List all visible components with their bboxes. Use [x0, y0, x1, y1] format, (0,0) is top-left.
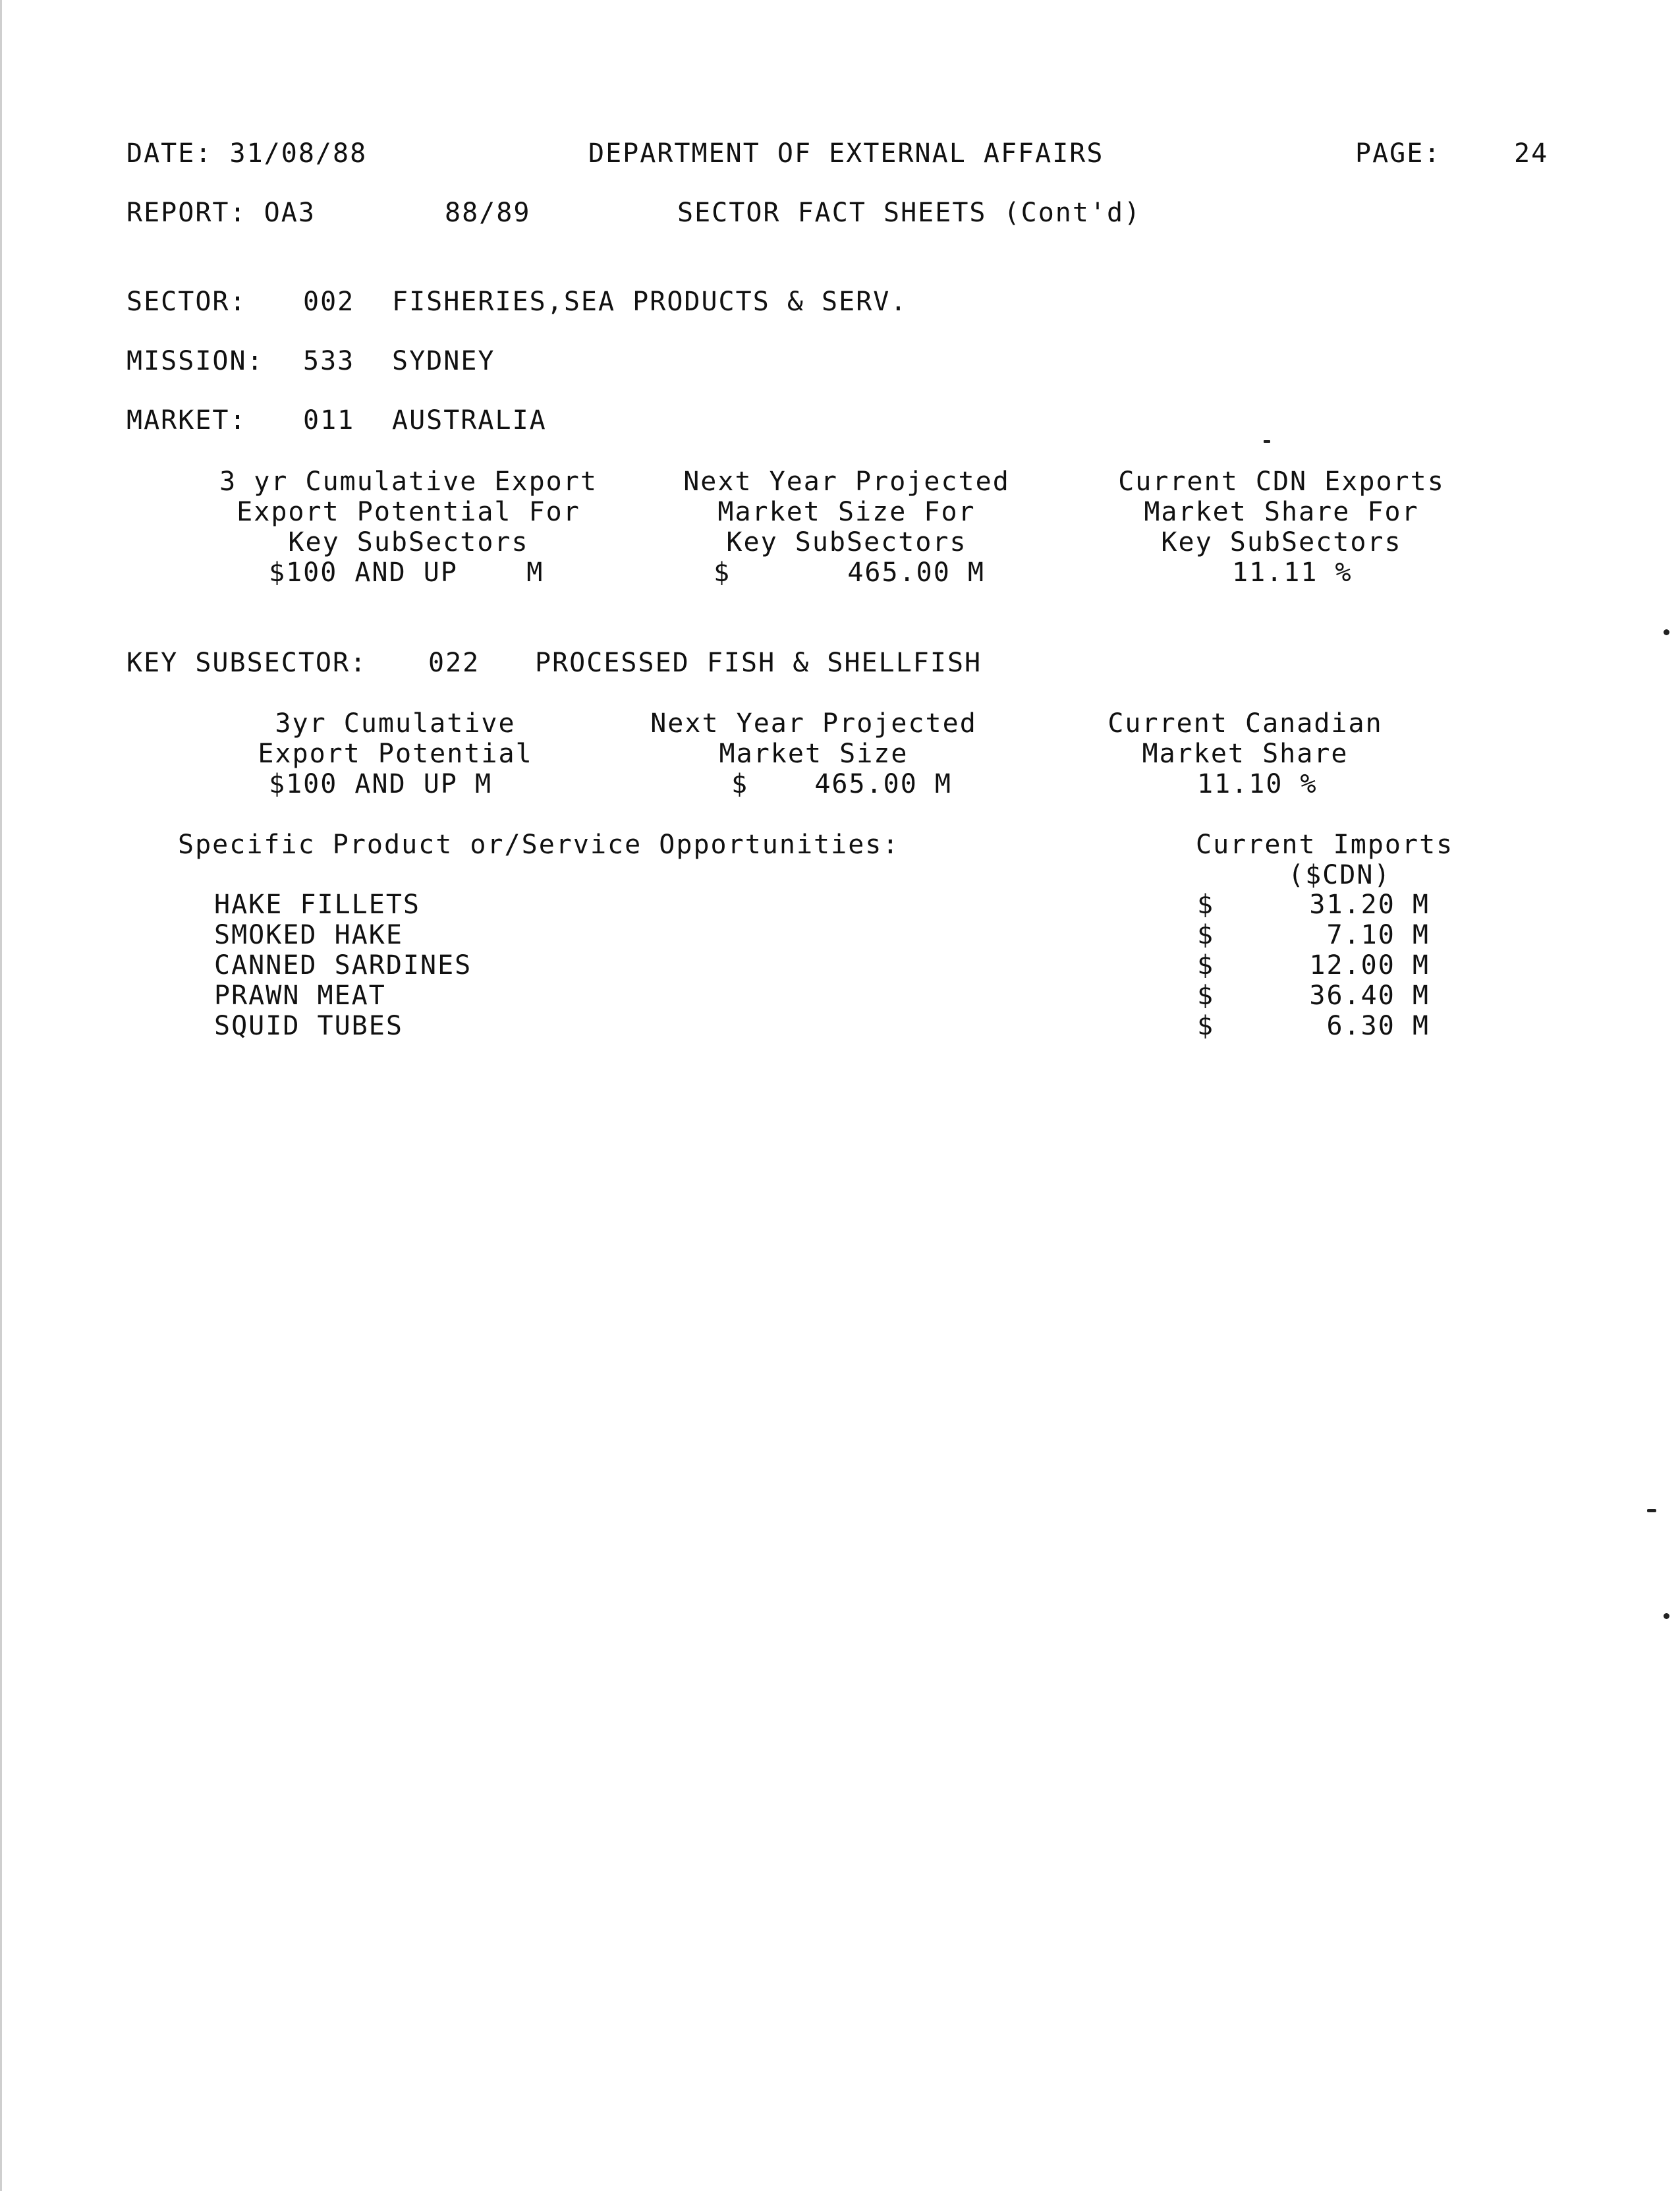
product-name: SMOKED HAKE [214, 920, 403, 950]
summary-col1-line2: Export Potential For [237, 497, 580, 527]
key-subsector-label: KEY SUBSECTOR: [126, 648, 368, 678]
mission-label: MISSION: [126, 346, 264, 376]
scan-speck [1264, 440, 1270, 443]
product-name: CANNED SARDINES [214, 950, 472, 981]
subsector-col2-currency: $ [731, 769, 749, 799]
summary-col1-value: $100 AND UP M [269, 557, 544, 588]
summary-col3-line3: Key SubSectors [1161, 527, 1402, 557]
summary-col2-line1: Next Year Projected [683, 467, 1010, 497]
subsector-col2-line1: Next Year Projected [650, 708, 977, 739]
product-name: PRAWN MEAT [214, 981, 386, 1011]
page-number: 24 [1514, 138, 1549, 169]
subsector-col2-line2: Market Size [719, 739, 909, 769]
scan-speck [1664, 1613, 1669, 1619]
summary-col1-line1: 3 yr Cumulative Export [219, 467, 598, 497]
sector-label: SECTOR: [126, 287, 247, 317]
page-label: PAGE: [1355, 138, 1442, 169]
import-value: 7.10 M [1326, 920, 1430, 950]
import-currency: $ [1197, 890, 1215, 920]
subsector-col2-value: 465.00 M [814, 769, 952, 799]
imports-heading: Current Imports [1196, 830, 1454, 860]
page-edge [0, 0, 2, 2191]
summary-col2-line2: Market Size For [717, 497, 976, 527]
report-title: SECTOR FACT SHEETS (Cont'd) [677, 198, 1142, 228]
import-value: 36.40 M [1309, 981, 1430, 1011]
scan-speck [1647, 1509, 1656, 1512]
subsector-col3-line1: Current Canadian [1107, 708, 1383, 739]
sector-code: 002 [303, 287, 355, 317]
subsector-col3-value: 11.10 % [1197, 769, 1318, 799]
report-year: 88/89 [445, 198, 531, 228]
mission-code: 533 [303, 346, 355, 376]
import-currency: $ [1197, 1011, 1215, 1041]
opportunities-heading: Specific Product or/Service Opportunities: [178, 830, 900, 860]
key-subsector-name: PROCESSED FISH & SHELLFISH [535, 648, 982, 678]
product-name: HAKE FILLETS [214, 890, 420, 920]
summary-col3-line2: Market Share For [1144, 497, 1419, 527]
imports-unit: ($CDN) [1288, 860, 1391, 890]
market-label: MARKET: [126, 405, 247, 436]
department-name: DEPARTMENT OF EXTERNAL AFFAIRS [588, 138, 1104, 169]
import-value: 12.00 M [1309, 950, 1430, 981]
import-value: 31.20 M [1309, 890, 1430, 920]
subsector-col1-line2: Export Potential [258, 739, 533, 769]
market-code: 011 [303, 405, 355, 436]
summary-col2-line3: Key SubSectors [726, 527, 967, 557]
sector-name: FISHERIES,SEA PRODUCTS & SERV. [392, 287, 908, 317]
import-currency: $ [1197, 950, 1215, 981]
subsector-col1-value: $100 AND UP M [269, 769, 493, 799]
summary-col3-value: 11.11 % [1232, 557, 1353, 588]
product-name: SQUID TUBES [214, 1011, 403, 1041]
subsector-col1-line1: 3yr Cumulative [275, 708, 516, 739]
summary-col1-line3: Key SubSectors [288, 527, 529, 557]
mission-name: SYDNEY [392, 346, 495, 376]
subsector-col3-line2: Market Share [1142, 739, 1349, 769]
key-subsector-code: 022 [428, 648, 480, 678]
report-date: DATE: 31/08/88 [126, 138, 368, 169]
summary-col2-value: 465.00 M [847, 557, 985, 588]
import-value: 6.30 M [1326, 1011, 1430, 1041]
report-code: REPORT: OA3 [126, 198, 316, 228]
summary-col2-currency: $ [714, 557, 731, 588]
import-currency: $ [1197, 920, 1215, 950]
import-currency: $ [1197, 981, 1215, 1011]
market-name: AUSTRALIA [392, 405, 547, 436]
scan-speck [1664, 629, 1669, 635]
summary-col3-line1: Current CDN Exports [1118, 467, 1445, 497]
